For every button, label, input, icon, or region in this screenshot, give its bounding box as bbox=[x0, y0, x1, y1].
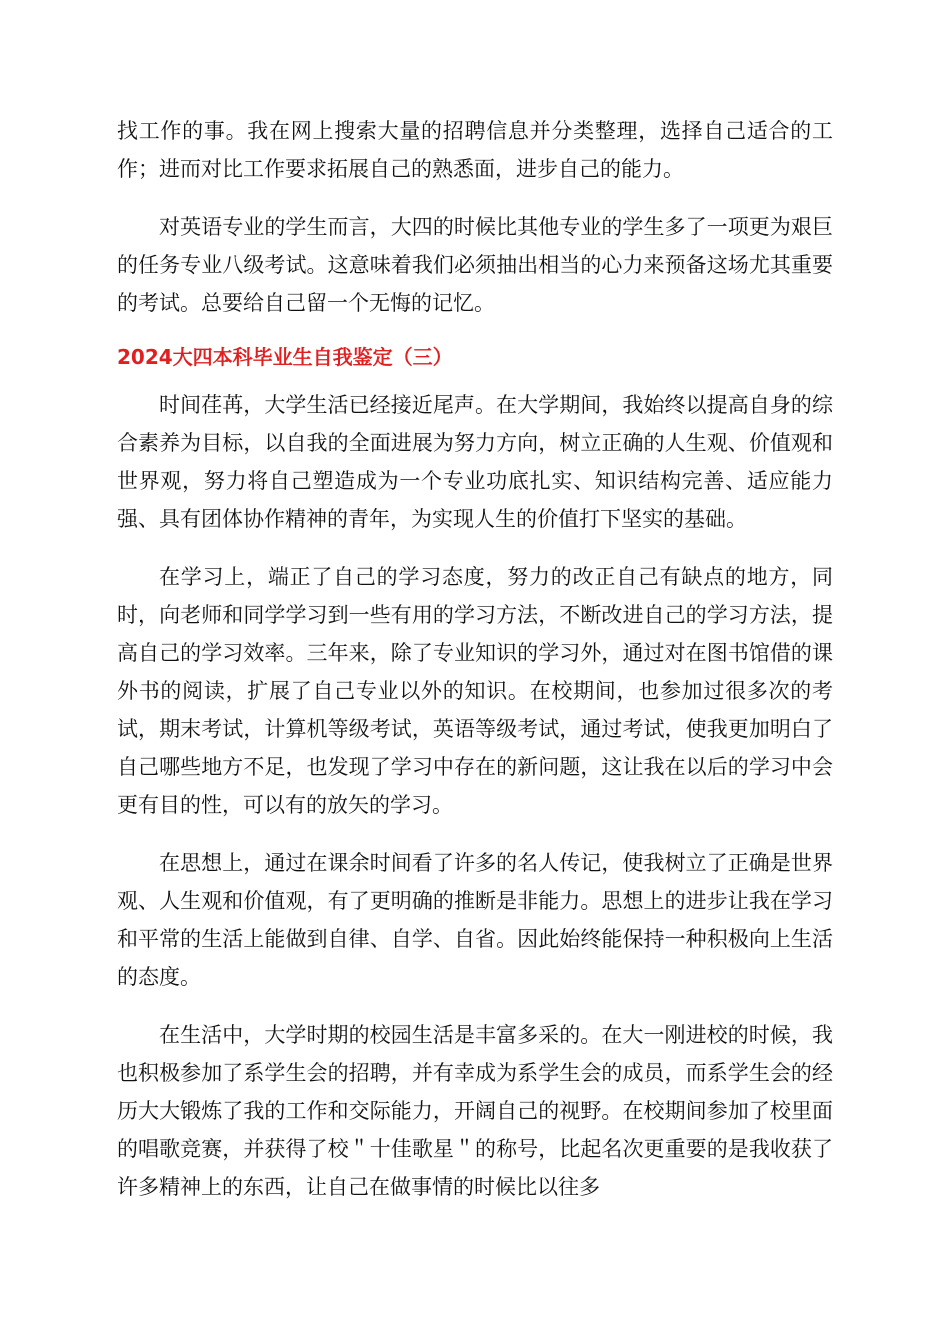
paragraph-intro: 时间荏苒，大学生活已经接近尾声。在大学期间，我始终以提高自身的综合素养为目标，以自我的全面进展为努力方向，树立正确的人生观、价值观和世界观，努力将自己塑造成为一个专业功底扎实、知识结构完善、适应能力强、具有团体协作精神的青年，为实现人生的价值打下坚实的基础。 bbox=[117, 393, 833, 531]
paragraph-english-exam: 对英语专业的学生而言，大四的时候比其他专业的学生多了一项更为艰巨的任务专业八级考试。这意味着我们必须抽出相当的心力来预备这场尤其重要的考试。总要给自己留一个无悔的记忆。 bbox=[117, 215, 833, 315]
paragraph-life: 在生活中，大学时期的校园生活是丰富多采的。在大一刚进校的时候，我也积极参加了系学生会的招聘，并有幸成为系学生会的成员，而系学生会的经历大大锻炼了我的工作和交际能力，开阔自己的视野。在校期间参加了校里面的唱歌竞赛，并获得了校＂十佳歌星＂的称号，比起名次更重要的是我收获了许多精神上的东西，让自己在做事情的时候比以往多 bbox=[117, 1023, 833, 1199]
paragraph-thought: 在思想上，通过在课余时间看了许多的名人传记，使我树立了正确是世界观、人生观和价值观，有了更明确的推断是非能力。思想上的进步让我在学习和平常的生活上能做到自律、自学、自省。因此始终能保持一种积极向上生活的态度。 bbox=[117, 851, 833, 989]
document-page bbox=[117, 112, 833, 1206]
paragraph-study: 在学习上，端正了自己的学习态度，努力的改正自己有缺点的地方，同时，向老师和同学学习到一些有用的学习方法，不断改进自己的学习方法，提高自己的学习效率。三年来，除了专业知识的学习外，通过对在图书馆借的课外书的阅读，扩展了自己专业以外的知识。在校期间，也参加过很多次的考试，期末考试，计算机等级考试，英语等级考试，通过考试，使我更加明白了自己哪些地方不足，也发现了学习中存在的新问题，这让我在以后的学习中会更有目的性，可以有的放矢的学习。 bbox=[117, 565, 833, 817]
paragraph-continued: 找工作的事。我在网上搜索大量的招聘信息并分类整理，选择自己适合的工作；进而对比工作要求拓展自己的熟悉面，进步自己的能力。 bbox=[117, 119, 833, 181]
section-heading: 2024大四本科毕业生自我鉴定（三） bbox=[117, 345, 453, 369]
